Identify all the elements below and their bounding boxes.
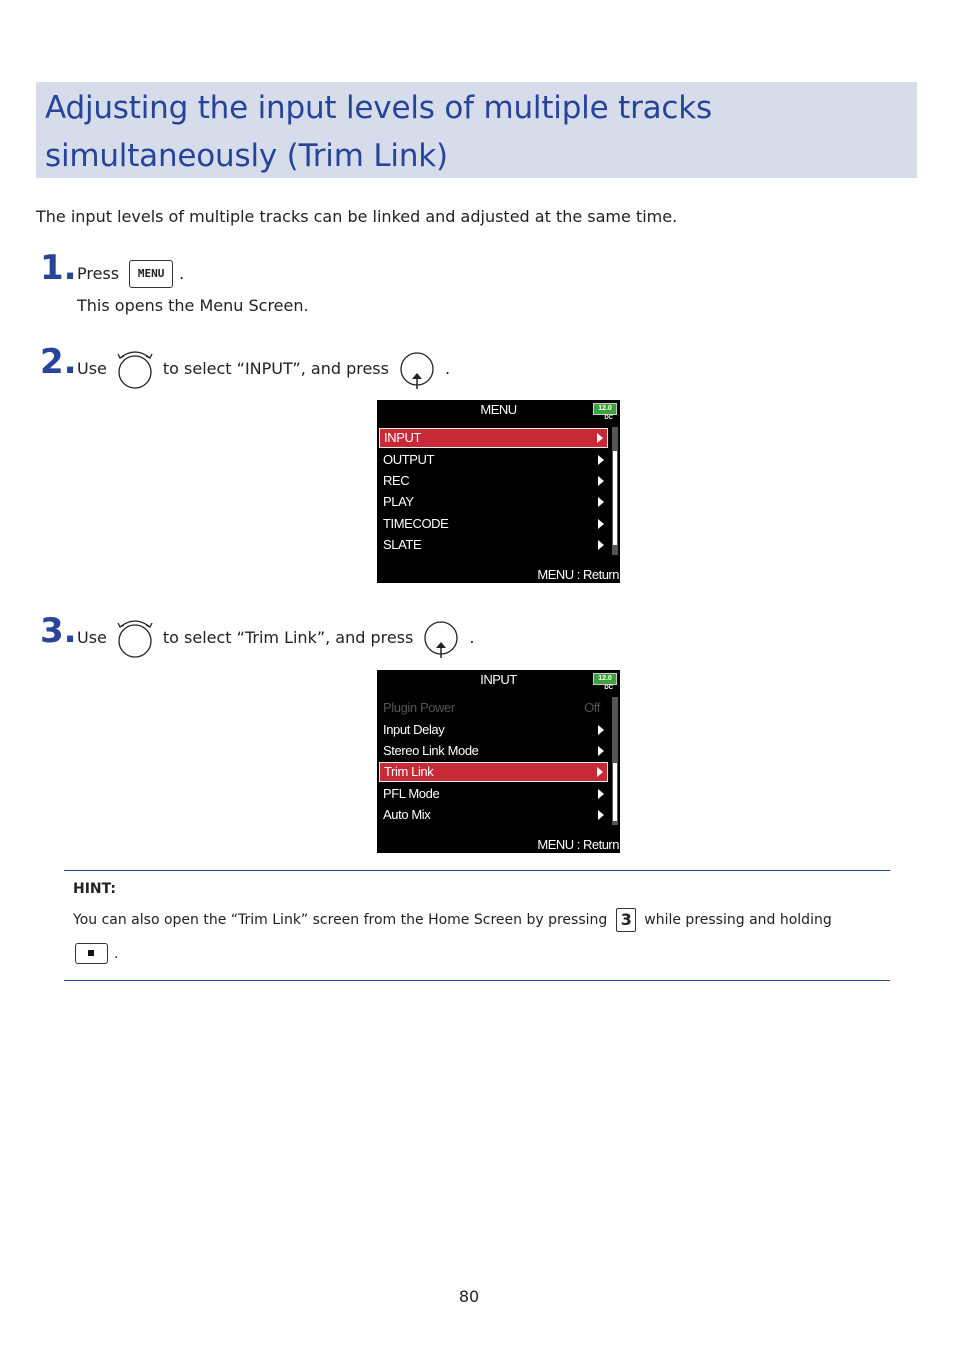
rotary-dial-icon <box>115 616 155 660</box>
battery-indicator: 12.0 <box>593 673 617 685</box>
hint-text <box>73 908 832 932</box>
power-label: DC <box>604 415 613 421</box>
step-2-number: 2. <box>40 342 77 382</box>
chevron-right-icon <box>598 746 604 756</box>
menu-item-play[interactable]: PLAY <box>379 492 608 512</box>
step-3-prefix: Use <box>77 628 107 647</box>
hint-title: HINT: <box>73 881 117 897</box>
menu-item-auto-mix[interactable]: Auto Mix <box>379 805 608 825</box>
menu-key-icon: MENU <box>129 260 173 288</box>
chevron-right-icon <box>598 455 604 465</box>
scrollbar[interactable] <box>612 697 618 825</box>
chevron-right-icon <box>597 433 603 443</box>
screen-header: INPUT <box>480 672 517 687</box>
step-1-sub: This opens the Menu Screen. <box>77 296 309 315</box>
page-number: 80 <box>458 1287 480 1306</box>
step-3-number: 3. <box>40 611 77 651</box>
chevron-right-icon <box>597 767 603 777</box>
step-3-line <box>77 616 474 660</box>
hint-text-after: while pressing and holding <box>644 912 832 928</box>
plugin-power-value: Off <box>584 700 600 715</box>
menu-item-slate[interactable]: SLATE <box>379 535 608 555</box>
chevron-right-icon <box>598 497 604 507</box>
menu-item-output[interactable]: OUTPUT <box>379 450 608 470</box>
scrollbar[interactable] <box>612 427 618 555</box>
hint-text-before: You can also open the “Trim Link” screen from the Home Screen by pressing <box>73 912 608 928</box>
menu-item-rec[interactable]: REC <box>379 471 608 491</box>
screen-footer: MENU : Return <box>537 837 619 852</box>
step-3-middle: to select “Trim Link”, and press <box>162 628 414 647</box>
menu-item-timecode[interactable]: TIMECODE <box>379 514 608 534</box>
menu-item-input-delay[interactable]: Input Delay <box>379 720 608 740</box>
menu-item-stereo-link-mode[interactable]: Stereo Link Mode <box>379 741 608 761</box>
step-2-middle: to select “INPUT”, and press <box>162 359 389 378</box>
step-3-suffix: . <box>469 628 475 647</box>
scrollbar-thumb[interactable] <box>613 763 617 821</box>
step-1-suffix: . <box>179 264 185 283</box>
chevron-right-icon <box>598 789 604 799</box>
scrollbar-thumb[interactable] <box>613 451 617 545</box>
chevron-right-icon <box>598 540 604 550</box>
dial-press-icon <box>397 347 437 391</box>
stop-key-icon <box>75 943 108 964</box>
hint-box <box>64 870 890 981</box>
step-1-number: 1. <box>40 248 77 288</box>
battery-indicator: 12.0 <box>593 403 617 415</box>
power-label: DC <box>604 685 613 691</box>
chevron-right-icon <box>598 519 604 529</box>
page-title <box>45 84 908 180</box>
step-1-line <box>77 260 184 288</box>
section-title-box <box>36 82 917 178</box>
chevron-right-icon <box>598 810 604 820</box>
menu-item-plugin-power: Plugin Power Off <box>379 698 608 718</box>
key-3-icon: 3 <box>616 908 636 932</box>
screen-header: MENU <box>480 402 517 417</box>
page-title-line1: Adjusting the input levels of multiple tracks <box>45 90 712 126</box>
chevron-right-icon <box>598 476 604 486</box>
menu-item-pfl-mode[interactable]: PFL Mode <box>379 784 608 804</box>
page-title-line2: simultaneously (Trim Link) <box>45 138 448 174</box>
step-2-prefix: Use <box>77 359 107 378</box>
dial-press-icon <box>421 616 461 660</box>
step-1-prefix: Press <box>77 264 120 283</box>
menu-item-input[interactable]: INPUT <box>379 428 608 448</box>
hint-end: . <box>114 946 119 962</box>
menu-screen <box>377 400 620 583</box>
step-2-line <box>77 347 450 391</box>
rotary-dial-icon <box>115 347 155 391</box>
intro-text: The input levels of multiple tracks can be linked and adjusted at the same time. <box>36 207 678 226</box>
menu-item-trim-link[interactable]: Trim Link <box>379 762 608 782</box>
screen-footer: MENU : Return <box>537 567 619 582</box>
step-2-suffix: . <box>444 359 451 378</box>
chevron-right-icon <box>598 725 604 735</box>
input-screen <box>377 670 620 853</box>
